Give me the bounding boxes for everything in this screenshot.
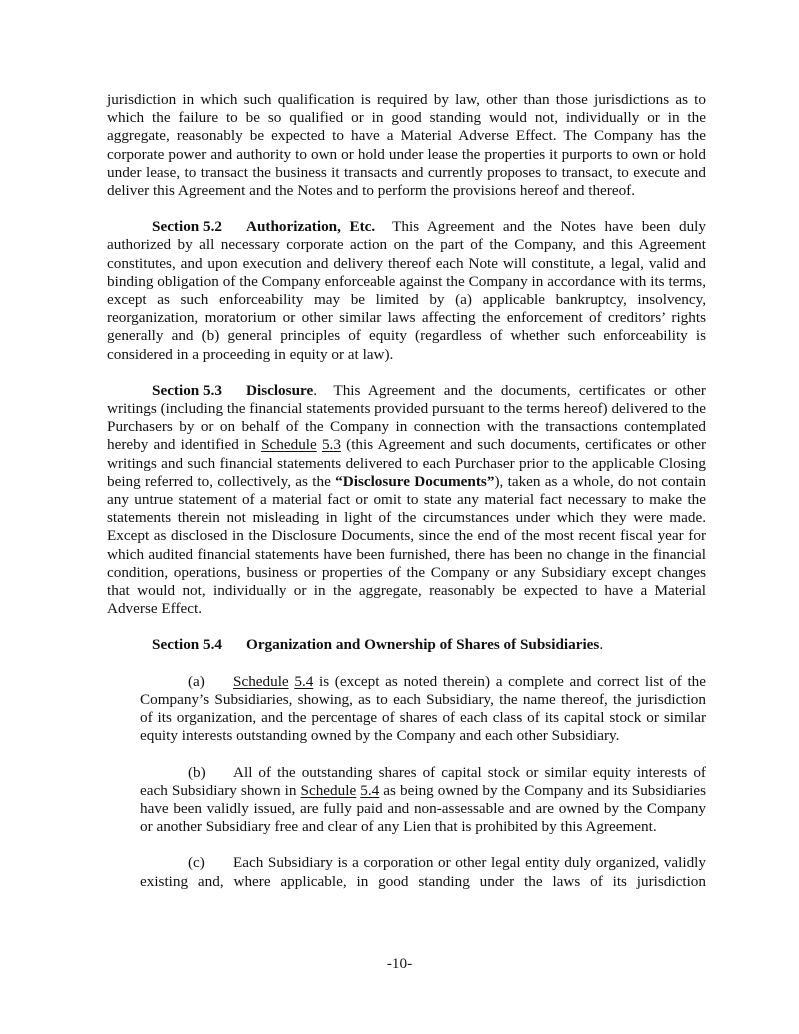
intro-paragraph: jurisdiction in which such qualification is required by law, other than those jurisdictions as to which the failure to be so qualified or in good standing would not, individually or in the aggregate, reasonably be expected to have a Material Adverse Effect. The Company has the corporate power and authority to own or hold under lease the properties it purports to own or hold under lease, to transact the business it transacts and currently proposes to transact, to execute and deliver this Agreement and the Notes and to perform the provisions hereof and thereof. — [107, 91, 706, 200]
section-number: Section 5.4 — [152, 636, 223, 654]
schedule-reference-number: 5.4 — [360, 781, 380, 799]
subsection-c — [140, 854, 706, 890]
subsection-label: (a) — [188, 672, 205, 690]
subsection-body: is (except as noted therein) a complete and correct list of the Company’s Subsidiaries, showing, as to each Subsidiary, the name thereof, the jurisdiction of its organization, and the percentage of shares of each class of its capital stock or similar equity interests outstanding owned by the Company and each other Subsidiary. — [140, 672, 706, 745]
section-number: Section 5.3 — [152, 381, 223, 399]
section-body: This Agreement and the Notes have been duly authorized by all necessary corporate action on the part of the Company, and this Agreement constitutes, and upon execution and delivery thereof each Note will constitute, a legal, valid and binding obligation of the Company enforceable against the Company in accordance with its terms, except as such enforceability may be limited by (a) applicable bankruptcy, insolvency, reorganization, moratorium or other similar laws affecting the enforcement of creditors’ rights generally and (b) general principles of equity (regardless of whether such enforceability is considered in a proceeding in equity or at law). — [107, 218, 706, 363]
page-number: -10- — [386, 955, 413, 972]
schedule-reference-number: 5.3 — [321, 436, 341, 454]
subsection-body: Each Subsidiary is a corporation or other legal entity duly organized, validly existing and, where applicable, in good standing under the laws of its jurisdiction — [140, 854, 706, 890]
section-body-part1: This Agreement and the documents, certificates or other writings (including the financial statements provided pursuant to the terms hereof) delivered to the Purchasers by or on behalf of the Company in connection with the transactions contemplated hereby and identified in — [107, 381, 706, 454]
subsection-label: (b) — [188, 763, 206, 781]
section-title: Authorization, Etc. — [246, 218, 376, 236]
section-number: Section 5.2 — [152, 218, 223, 236]
spacer — [107, 836, 706, 854]
subsection-label: (c) — [188, 854, 205, 872]
section-body-part3: ), taken as a whole, do not contain any untrue statement of a material fact or omit to state any material fact necessary to make the statements therein not misleading in light of the circumstances under which they were made. Except as disclosed in the Disclosure Documents, since the end of the most recent fiscal year for which audited financial statements have been furnished, there has been no change in the financial condition, operations, business or properties of the Company or any Subsidiary except changes that would not, individually or in the aggregate, reasonably be expected to have a Material Adverse Effect. — [107, 472, 706, 618]
section-title: Disclosure — [246, 381, 314, 399]
schedule-reference-word: Schedule — [233, 672, 289, 690]
spacer — [107, 200, 706, 218]
schedule-reference-number: 5.4 — [294, 672, 314, 690]
section-5-2 — [107, 218, 706, 364]
spacer — [107, 618, 706, 636]
section-title: Organization and Ownership of Shares of Subsidiaries — [246, 636, 600, 654]
spacer — [107, 364, 706, 382]
title-suffix: . — [599, 636, 604, 654]
section-5-4-heading — [152, 636, 706, 654]
subsection-b — [140, 764, 706, 837]
title-suffix: . — [313, 381, 318, 399]
subsection-a — [140, 673, 706, 746]
defined-term: “Disclosure Documents” — [335, 472, 495, 490]
schedule-reference-word: Schedule — [261, 436, 317, 454]
section-5-3 — [107, 382, 706, 619]
section-body-part2: (this Agreement and such documents, certificates or other writings and such financial statements delivered to each Purchaser prior to the applicable Closing being referred to, collectively, as the — [107, 436, 707, 490]
spacer — [107, 746, 706, 764]
document-page — [107, 91, 706, 891]
subsection-body-before: All of the outstanding shares of capital stock or similar equity interests of each Subsidiary shown in — [140, 763, 706, 799]
schedule-reference-word: Schedule — [300, 781, 357, 799]
spacer — [107, 655, 706, 673]
subsection-body-after: as being owned by the Company and its Subsidiaries have been validly issued, are fully paid and non-assessable and are owned by the Company or another Subsidiary free and clear of any Lien that is prohibited by this Agreement. — [140, 781, 706, 836]
